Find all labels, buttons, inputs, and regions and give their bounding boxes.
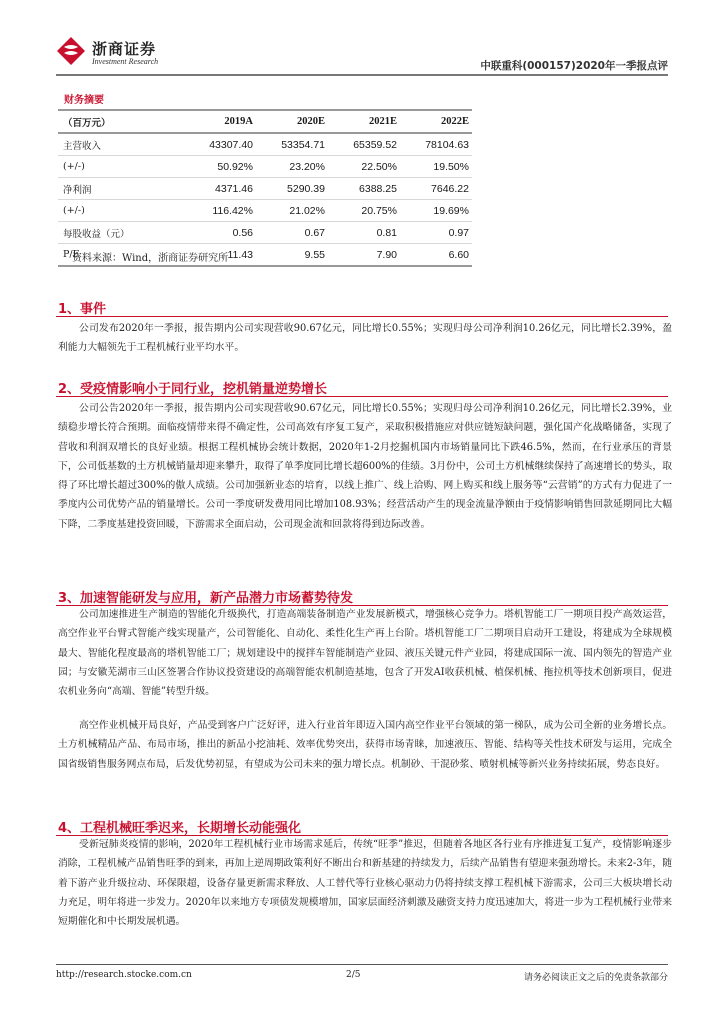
document-title: 中联重科(000157)2020年一季报点评: [480, 60, 668, 72]
column-header: 2022E: [400, 110, 472, 133]
table-cell: 0.67: [256, 222, 328, 244]
section-title-excavator-sales: 2、受疫情影响小于同行业，挖机销量逆势增长: [58, 382, 328, 397]
section-paragraph: 公司加速推进生产制造的智能化升级换代，打造高端装备制造产业发展新模式，增强核心竞争力。塔机智能工厂一期项目投产高效运营，高空作业平台臂式智能产线实现量产，公司智能化、自动化、柔性化生产再上台阶。塔机智能工厂二期项目启动开工建设，将建成为全球规模最大、智能化程度最高的塔机智能工厂；规划建设中的搅拌车智能制造产业园、液压关键元件产业园，将建成国际一流、国内领先的智造产业园；与安徽芜湖市三山区签署合作协议投资建设的高端智能农机制造基地，包含了开发AI收获机械、植保机械、拖拉机等技术创新项目，促进农机业务向“高端、智能”转型升级。: [58, 609, 672, 698]
page-header: [0, 0, 724, 80]
financial-summary-title: 财务摘要: [64, 95, 104, 106]
table-cell: 5290.39: [256, 178, 328, 200]
table-cell: 11.43: [184, 244, 256, 267]
column-header: 2020E: [256, 110, 328, 133]
table-cell: 9.55: [256, 244, 328, 267]
table-row: [58, 156, 472, 178]
footer-disclaimer: 请务必阅读正文之后的免责条款部分: [523, 973, 668, 983]
table-row: [58, 133, 472, 156]
table-cell: 19.69%: [400, 200, 472, 222]
table-row: [58, 178, 472, 200]
section-divider: [56, 316, 668, 317]
page-number: 2/5: [346, 970, 361, 980]
table-cell: 116.42%: [184, 200, 256, 222]
table-row: [58, 200, 472, 222]
table-cell: 22.50%: [328, 156, 400, 178]
row-label: (+/-): [58, 156, 184, 178]
table-cell: 0.81: [328, 222, 400, 244]
row-label: (+/-): [58, 200, 184, 222]
table-cell: 0.56: [184, 222, 256, 244]
table-source-note: 资料来源：Wind，浙商证券研究所: [72, 253, 229, 264]
table-cell: 6.60: [400, 244, 472, 267]
table-cell: 20.75%: [328, 200, 400, 222]
table-cell: 19.50%: [400, 156, 472, 178]
table-cell: 50.92%: [184, 156, 256, 178]
section-title-event: 1、事件: [58, 302, 107, 317]
section-divider: [56, 396, 668, 397]
table-cell: 43307.40: [184, 133, 256, 156]
section-title-smart-rnd: 3、加速智能研发与应用，新产品潜力市场蓄势待发: [58, 591, 354, 606]
table-cell: 65359.52: [328, 133, 400, 156]
section-title-peak-season: 4、工程机械旺季迟来，长期增长动能强化: [58, 821, 302, 836]
section-paragraph: 高空作业机械开局良好，产品受到客户广泛好评，进入行业首年即迈入国内高空作业平台领域的第一梯队，成为公司全新的业务增长点。土方机械精品产品、布局市场，推出的新品小挖油耗、效率优势突出，获得市场青睐，加速液压、智能、结构等关性技术研发与运用，完成全国省级销售服务网点布局，后发优势初显，有望成为公司未来的强力增长点。机制砂、干混砂浆、喷射机械等新兴业务持续拓展，势态良好。: [58, 720, 672, 770]
section-paragraph: 公司公告2020年一季报，报告期内公司实现营收90.67亿元，同比增长0.55%；实现归母公司净利润10.26亿元，同比增长2.39%，业绩稳步增长符合预期。面临疫情带来得不确定性，公司高效有序复工复产，采取积极措施应对供应链短缺问题，强化国产化战略储备，实现了营收和利润双增长的良好业绩。根据工程机械协会统计数据，2020年1-2月挖掘机国内市场销量同比下跌46.5%，然而，在行业承压的背景下，公司低基数的土方机械销量却迎来攀升，取得了单季度同比增长超600%的佳绩。3月份中，公司土方机械继续保持了高速增长的势头，取得了环比增长超过300%的傲人成绩。公司加强新业态的培育，以线上推广、线上洽购、网上购买和线上服务等“云营销”的方式有力促进了一季度内公司优势产品的销量增长。公司一季度研发费用同比增加108.93%；经营活动产生的现金流量净额由于疫情影响销售回款延期同比大幅下降，二季度基建投资回暖，下游需求全面启动，公司现金流和回款将得到边际改善。: [58, 403, 672, 530]
footer-divider: [56, 964, 668, 965]
table-cell: 21.02%: [256, 200, 328, 222]
table-cell: 23.20%: [256, 156, 328, 178]
footer-website-link[interactable]: http://research.stocke.com.cn: [56, 970, 192, 980]
table-row: [58, 222, 472, 244]
table-cell: 7646.22: [400, 178, 472, 200]
row-label: 主营收入: [58, 133, 184, 156]
row-label: 净利润: [58, 178, 184, 200]
header-divider: [56, 74, 668, 76]
column-header: 2019A: [184, 110, 256, 133]
section-paragraph: 公司发布2020年一季报，报告期内公司实现营收90.67亿元，同比增长0.55%；实现归母公司净利润10.26亿元，同比增长2.39%，盈利能力大幅领先于工程机械行业平均水平。: [58, 323, 672, 354]
table-cell: 4371.46: [184, 178, 256, 200]
logo-text-cn: 浙商证券: [92, 40, 157, 58]
row-label: 每股收益（元）: [58, 222, 184, 244]
table-cell: 78104.63: [400, 133, 472, 156]
column-header: （百万元）: [58, 110, 184, 133]
logo-text-en: Investment Research: [92, 57, 159, 66]
table-cell: 0.97: [400, 222, 472, 244]
table-cell: 53354.71: [256, 133, 328, 156]
table-cell: 6388.25: [328, 178, 400, 200]
table-header-row: [58, 110, 472, 133]
section-paragraph: 受新冠肺炎疫情的影响，2020年工程机械行业市场需求延后，传统“旺季”推迟，但随着各地区各行业有序推进复工复产，疫情影响逐步消除，工程机械产品销售旺季的到来，再加上逆周期政策利好不断出台和新基建的持续发力，后续产品销售有望迎来强劲增长。未来2-3年，随着下游产业升级拉动、环保限超，设备存量更新需求释放、人工替代等行业核心驱动力仍将持续支撑工程机械下游需求，公司三大板块增长动力充足，明年将进一步发力。2020年以来地方专项债发规模增加，国家层面经济刺激及融资支持力度迅速加大，将进一步为工程机械行业带来短期催化和中长期发展机遇。: [58, 839, 672, 928]
row-label: P/E: [58, 244, 184, 267]
table-cell: 7.90: [328, 244, 400, 267]
logo-icon: [56, 36, 86, 66]
financial-summary-table: [58, 109, 472, 267]
column-header: 2021E: [328, 110, 400, 133]
